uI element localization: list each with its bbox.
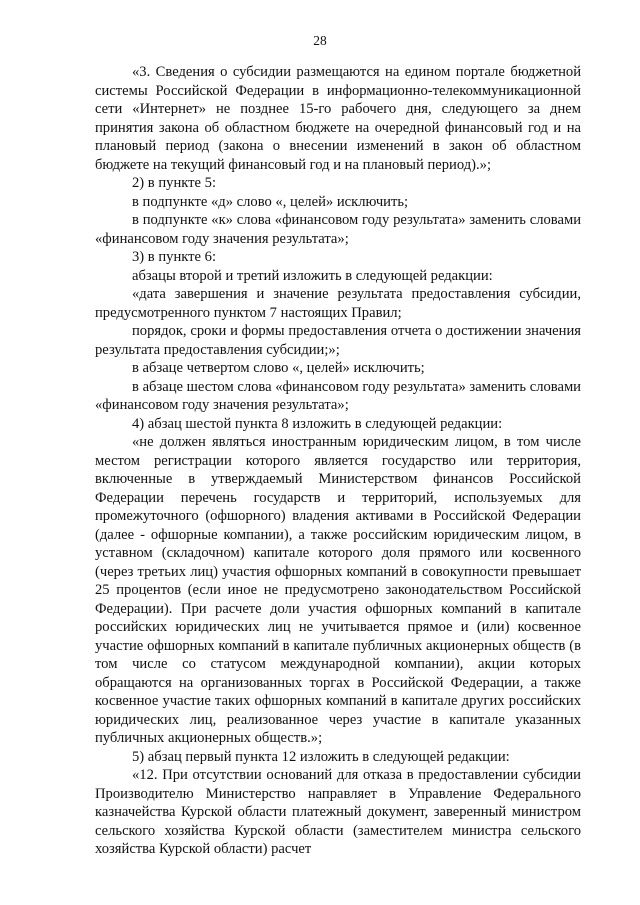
page-number: 28 [313,33,327,48]
paragraph-subsidy-info: «3. Сведения о субсидии размещаются на едином портале бюджетной системы Российской Федерации в информационно-телекоммуникационной сети «Интернет» не позднее 15-го рабочего дня, следующего за днем принятия закона об областном бюджете на очередной финансовый год и на плановый период (закона о внесении изменений в закон об областном бюджете на текущий финансовый год и на плановый период).»; [95,64,581,173]
paragraph-subitem-k: в подпункте «к» слова «финансовом году результата» заменить словами «финансовом году значения результата»; [95,212,581,247]
paragraph-offshore: «не должен являться иностранным юридическим лицом, в том числе местом регистрации которого является государство или территория, включенные в утверждаемый Министерством финансов Российской Федерации перечень государств и территорий, используемых для промежуточного (офшорного) владения активами в Российской Федерации (далее - офшорные компании), а также российским юридическим лицом, в уставном (складочном) капитале которого доля прямого или косвенного (через третьих лиц) участия офшорных компаний в совокупности превышает 25 процентов (если иное не предусмотрено законодательством Российской Федерации). При расчете доли участия офшорных компаний в капитале российских юридических лиц не учитывается прямое и (или) косвенное участие офшорных компаний в капитале публичных акционерных обществ (в том числе со статусом международной компании), акции которых обращаются на организованных торгах в Российской Федерации, а также косвенное участие таких офшорных компаний в капитале других российских юридических лиц, реализованное через участие в капитале указанных публичных акционерных обществ.»; [95,434,581,746]
paragraph-item-5: 5) абзац первый пункта 12 изложить в следующей редакции: [132,748,510,765]
paragraph-report-procedure: порядок, сроки и формы предоставления отчета о достижении значения результата предоставления субсидии;»; [95,323,581,358]
paragraph-sixth-abzac: в абзаце шестом слова «финансовом году результата» заменить словами «финансовом году значения результата»; [95,378,581,413]
paragraph-item-2: 2) в пункте 5: [132,175,217,191]
paragraph-completion-date: «дата завершения и значение результата предоставления субсидии, предусмотренного пунктом 7 настоящих Правил; [95,286,581,321]
paragraph-clause-12: «12. При отсутствии оснований для отказа в предоставлении субсидии Производителю Министерство направляет в Управление Федерального казначейства Курской области платежный документ, заверенный министром сельского хозяйства Курской области (заместителем министра сельского хозяйства Курской области) расчет [95,767,581,857]
paragraph-abzacy: абзацы второй и третий изложить в следующей редакции: [132,267,493,284]
document-body [95,63,581,859]
paragraph-subitem-d: в подпункте «д» слово «, целей» исключить; [132,193,409,210]
paragraph-item-3: 3) в пункте 6: [132,249,217,265]
paragraph-item-4: 4) абзац шестой пункта 8 изложить в следующей редакции: [132,415,503,432]
paragraph-fourth-abzac: в абзаце четвертом слово «, целей» исключить; [132,360,425,376]
